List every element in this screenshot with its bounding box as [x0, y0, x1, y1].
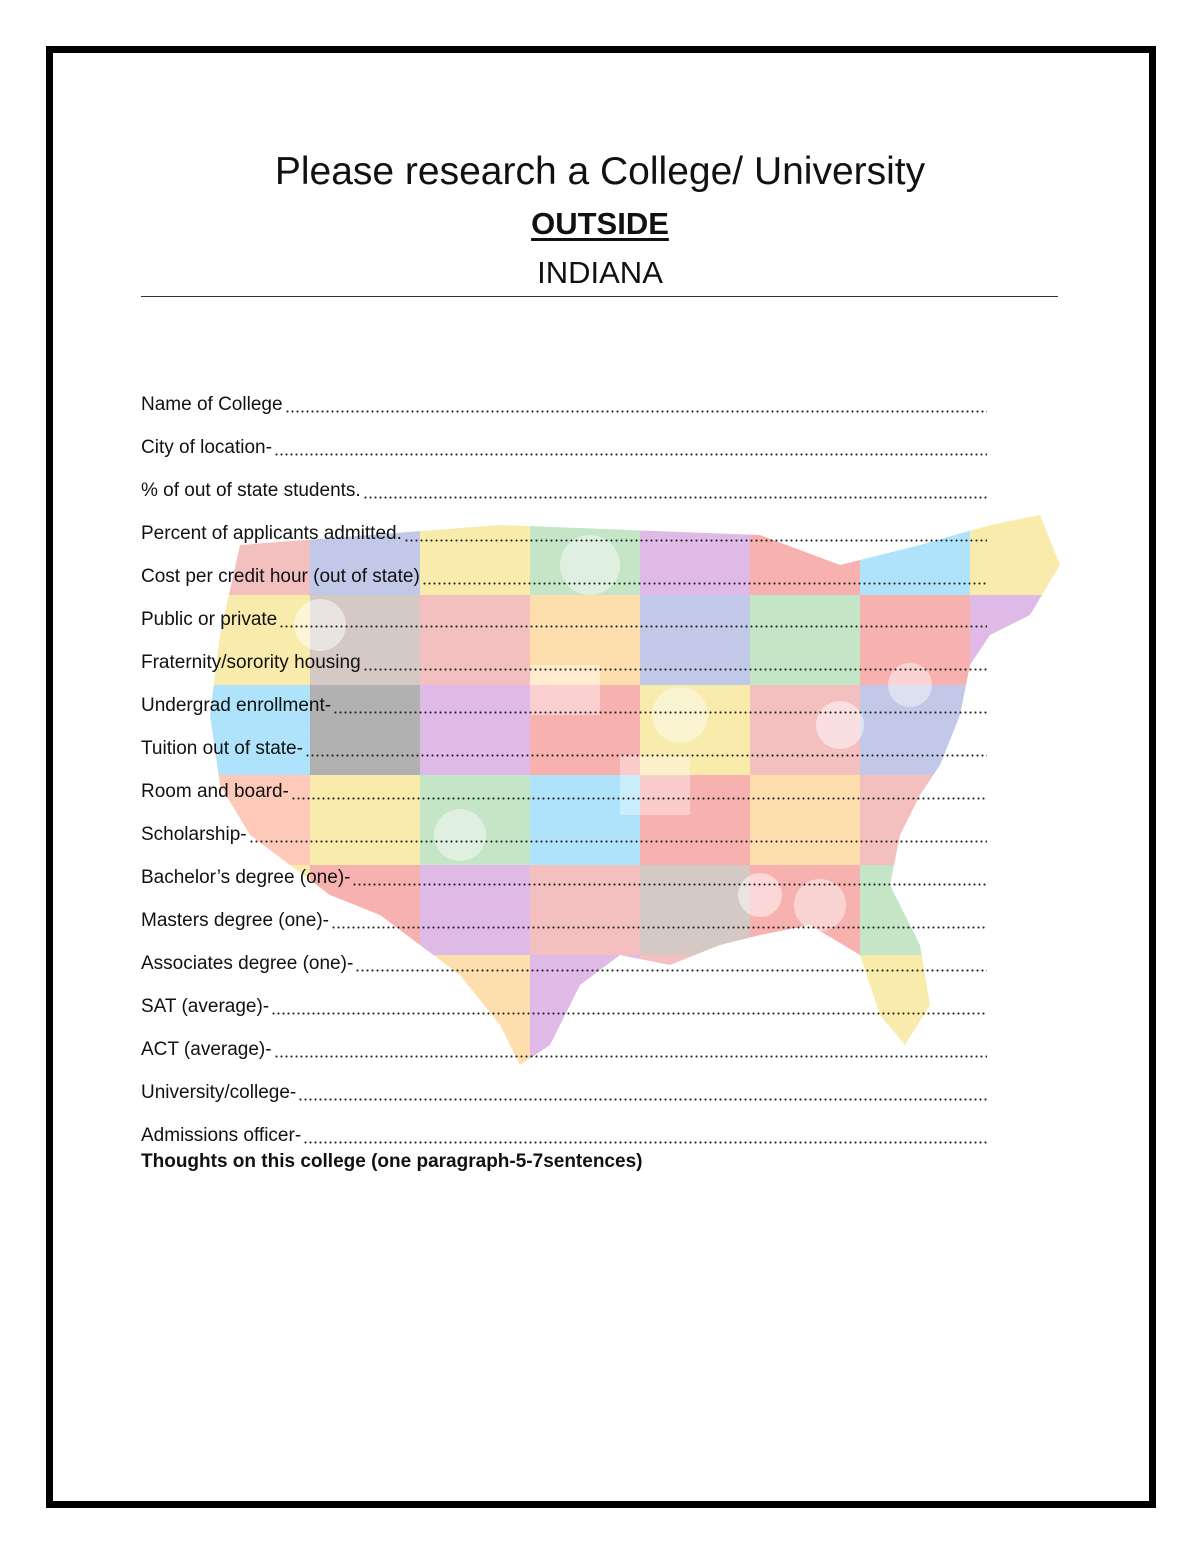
field-label: Public or private — [141, 609, 278, 630]
field-row[interactable] — [141, 1021, 987, 1064]
field-row[interactable] — [141, 1064, 987, 1107]
page-title: Please research a College/ University — [274, 150, 926, 193]
field-label: Admissions officer- — [141, 1125, 302, 1146]
field-label: Masters degree (one)- — [141, 910, 329, 931]
fill-in-blank[interactable] — [352, 883, 987, 886]
field-label: Percent of applicants admitted. — [141, 523, 402, 544]
subtitle-state: INDIANA — [537, 255, 663, 290]
fill-in-blank[interactable] — [249, 840, 987, 843]
field-row[interactable] — [141, 978, 987, 1021]
field-row[interactable] — [141, 548, 987, 591]
field-label: Room and board- — [141, 781, 289, 802]
fill-in-blank[interactable] — [285, 410, 987, 413]
field-label: Bachelor’s degree (one)- — [141, 867, 351, 888]
field-label: University/college- — [141, 1082, 297, 1103]
field-row[interactable] — [141, 720, 987, 763]
fill-in-blank[interactable] — [363, 668, 987, 671]
field-label: Fraternity/sorority housing — [141, 652, 361, 673]
fill-in-blank[interactable] — [274, 453, 987, 456]
fill-in-blank[interactable] — [298, 1098, 987, 1101]
field-label: Cost per credit hour (out of state) — [141, 566, 420, 587]
fill-in-blank[interactable] — [305, 754, 987, 757]
field-row[interactable] — [141, 505, 987, 548]
subtitle-outside: OUTSIDE — [531, 206, 669, 241]
field-row[interactable] — [141, 849, 987, 892]
fill-in-blank[interactable] — [279, 625, 987, 628]
fill-in-blank[interactable] — [331, 926, 987, 929]
fill-in-blank[interactable] — [363, 496, 987, 499]
field-label: Name of College — [141, 394, 283, 415]
field-row[interactable] — [141, 892, 987, 935]
field-row[interactable] — [141, 677, 987, 720]
field-row[interactable] — [141, 1107, 987, 1150]
field-row[interactable] — [141, 935, 987, 978]
field-list — [141, 376, 987, 1150]
field-row[interactable] — [141, 376, 987, 419]
field-label: ACT (average)- — [141, 1039, 272, 1060]
field-row[interactable] — [141, 419, 987, 462]
field-label: Tuition out of state- — [141, 738, 303, 759]
field-row[interactable] — [141, 634, 987, 677]
fill-in-blank[interactable] — [355, 969, 987, 972]
field-label: SAT (average)- — [141, 996, 270, 1017]
field-row[interactable] — [141, 806, 987, 849]
fill-in-blank[interactable] — [404, 539, 987, 542]
field-label: City of location- — [141, 437, 272, 458]
field-label: % of out of state students. — [141, 480, 361, 501]
fill-in-blank[interactable] — [333, 711, 987, 714]
fill-in-blank[interactable] — [274, 1055, 987, 1058]
field-row[interactable] — [141, 591, 987, 634]
title-divider — [141, 296, 1058, 297]
field-label: Scholarship- — [141, 824, 247, 845]
field-label: Undergrad enrollment- — [141, 695, 332, 716]
field-row[interactable] — [141, 462, 987, 505]
fill-in-blank[interactable] — [303, 1141, 987, 1144]
field-label: Associates degree (one)- — [141, 953, 354, 974]
fill-in-blank[interactable] — [271, 1012, 987, 1015]
fill-in-blank[interactable] — [291, 797, 987, 800]
thoughts-prompt: Thoughts on this college (one paragraph-5-7sentences) — [141, 1151, 643, 1172]
field-row[interactable] — [141, 763, 987, 806]
fill-in-blank[interactable] — [422, 582, 987, 585]
